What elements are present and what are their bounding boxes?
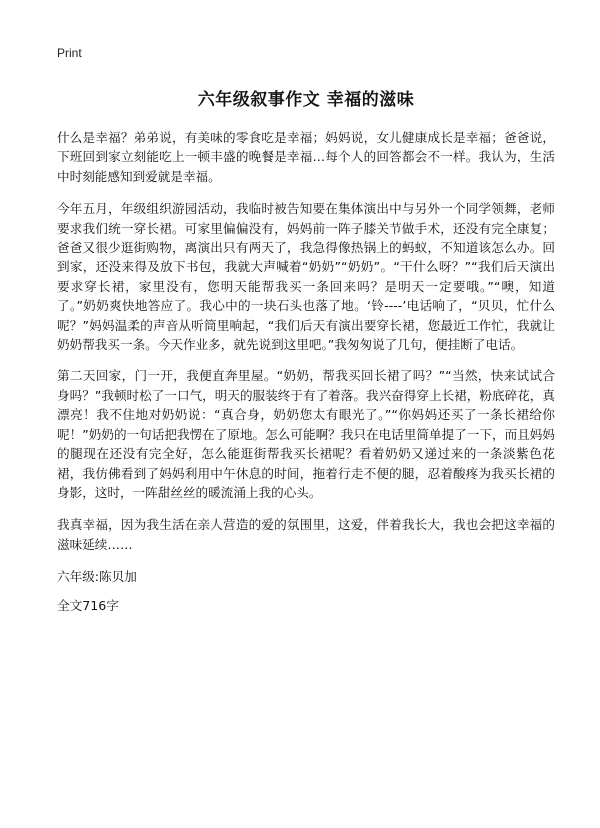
print-link[interactable]: Print: [57, 46, 82, 60]
article-paragraph-1: 什么是幸福？弟弟说，有美味的零食吃是幸福；妈妈说，女儿健康成长是幸福；爸爸说，下班回到家立刻能吃上一顿丰盛的晚餐是幸福…每个人的回答都会不一样。我认为，生活中时刻能感知到爱就是幸福。: [57, 130, 555, 184]
article-paragraph-3: 第二天回家，门一开，我便直奔里屋。“奶奶，帮我买回长裙了吗？”“当然，快来试试合身吗？”我顿时松了一口气，明天的服装终于有了着落。我兴奋得穿上长裙，粉底碎花，真漂亮！我不住地对奶奶说：“真合身，奶奶您太有眼光了。”“你妈妈还买了一条长裙给你呢！”奶奶的一句话把我愣在了原地。怎么可能啊？我只在电话里简单提了一下，而且妈妈的腿现在还没有完全好，怎么能逛街帮我买长裙呢？看着奶奶又递过来的一条淡紫色花裙，我仿佛看到了妈妈利用中午休息的时间，拖着行走不便的腿，忍着酸疼为我买长裙的身影，这时，一阵甜丝丝的暖流涌上我的心头。: [57, 368, 555, 500]
article-paragraph-4: 我真幸福，因为我生活在亲人营造的爱的氛围里，这爱，伴着我长大，我也会把这幸福的滋味延续……: [57, 517, 555, 552]
article-title: 六年级叙事作文 幸福的滋味: [197, 90, 415, 110]
word-count: 全文716字: [57, 598, 119, 614]
author-line: 六年级:陈贝加: [57, 569, 137, 585]
article-paragraph-2: 今年五月，年级组织游园活动，我临时被告知要在集体演出中与另外一个同学领舞，老师要求我们统一穿长裙。可家里偏偏没有，妈妈前一阵子膝关节做手术，还没有完全康复；爸爸又很少逛街购物，离演出只有两天了，我急得像热锅上的蚂蚁，不知道该怎么办。回到家，还没来得及放下书包，我就大声喊着“奶奶”“奶奶”。“干什么呀？”“我们后天演出要求穿长裙，家里没有，您明天能帮我买一条回来吗？是明天一定要哦。”“噢，知道了。”奶奶爽快地答应了。我心中的一块石头也落了地。‘铃----’电话响了，“贝贝，忙什么呢？”妈妈温柔的声音从听筒里响起，“我们后天有演出要穿长裙，您最近工作忙，我就让奶奶帮我买一条。今天作业多，就先说到这里吧。”我匆匆说了几句，便挂断了电话。: [57, 201, 555, 353]
